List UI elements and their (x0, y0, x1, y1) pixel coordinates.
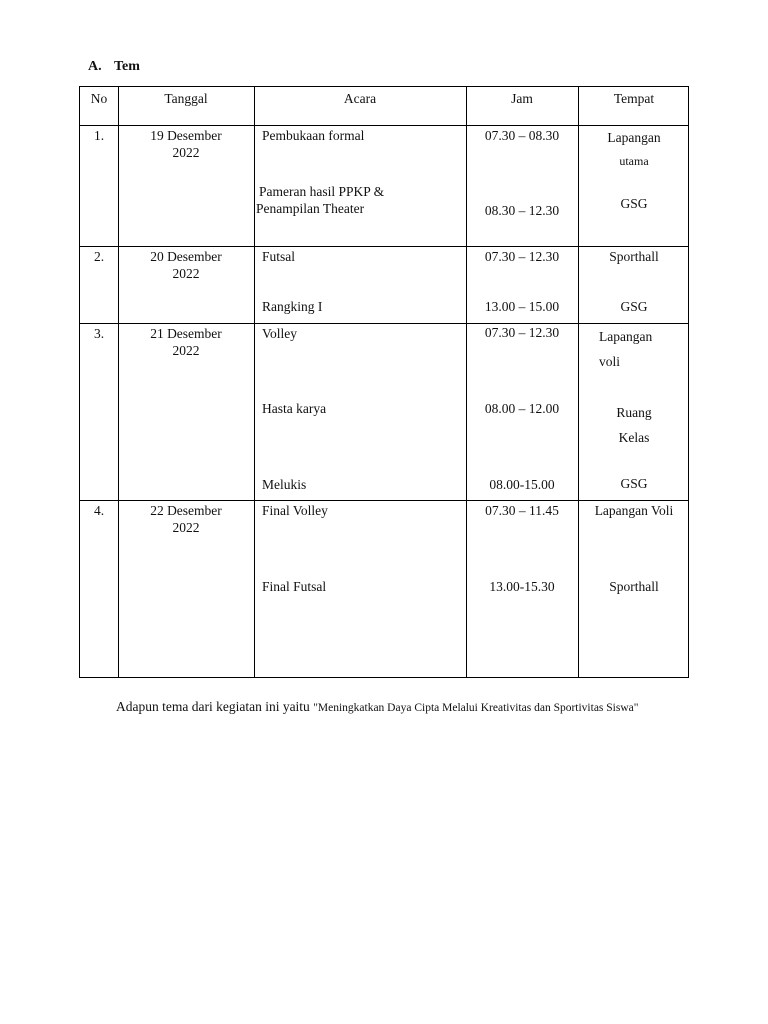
event-time: 07.30 – 08.30 (484, 128, 560, 143)
section-heading (88, 59, 140, 75)
event-time: 08.00-15.00 (489, 477, 555, 492)
event-time: 08.30 – 12.30 (484, 203, 560, 218)
event-place: Ruang Kelas (616, 405, 652, 445)
row-divider (80, 246, 688, 247)
row-number: 2. (93, 249, 105, 264)
header-tempat: Tempat (613, 91, 655, 106)
event-time: 07.30 – 12.30 (484, 249, 560, 264)
row-divider (80, 323, 688, 324)
row-date: 22 Desember 2022 (150, 503, 222, 535)
section-number: A. (88, 59, 102, 74)
row-date: 19 Desember 2022 (150, 128, 222, 160)
row-number: 3. (93, 326, 105, 341)
theme-paragraph (116, 694, 696, 721)
header-tanggal: Tanggal (164, 91, 208, 106)
paragraph-intro: Adapun tema dari kegiatan ini yaitu (116, 699, 314, 714)
event-place: GSG (620, 196, 648, 211)
event-name: Pameran hasil PPKP & Penampilan Theater (256, 184, 385, 216)
row-divider (80, 500, 688, 501)
header-acara: Acara (343, 91, 377, 106)
row-date: 20 Desember 2022 (150, 249, 222, 281)
event-name: Volley (262, 326, 298, 341)
event-name: Final Futsal (262, 579, 327, 594)
schedule-table (79, 86, 689, 678)
event-place: Lapangan Voli (594, 503, 674, 518)
event-name: Final Volley (262, 503, 328, 518)
event-time: 08.00 – 12.00 (484, 401, 560, 416)
column-divider (254, 87, 255, 677)
event-place: Sporthall (609, 579, 659, 594)
event-time: 13.00-15.30 (489, 579, 555, 594)
event-place: GSG (620, 299, 648, 314)
header-no: No (90, 91, 108, 106)
theme-quote: "Meningkatkan Daya Cipta Melalui Kreativitas dan Sportivitas Siswa" (313, 702, 639, 714)
event-place: Lapangan voli (599, 329, 653, 369)
row-number: 1. (93, 128, 105, 143)
event-time: 07.30 – 12.30 (484, 325, 560, 340)
header-jam: Jam (511, 91, 533, 106)
section-title: Tem (114, 59, 140, 74)
event-time: 13.00 – 15.00 (484, 299, 560, 314)
event-name: Hasta karya (262, 401, 327, 416)
event-place: Lapangan utama (607, 130, 661, 168)
row-number: 4. (93, 503, 105, 518)
column-divider (118, 87, 119, 677)
event-place: Sporthall (609, 249, 659, 264)
row-date: 21 Desember 2022 (150, 326, 222, 358)
event-time: 07.30 – 11.45 (485, 503, 559, 518)
event-place: GSG (620, 476, 648, 491)
event-name: Futsal (262, 249, 296, 264)
event-name: Melukis (262, 477, 307, 492)
event-name: Pembukaan formal (262, 128, 365, 143)
event-name: Rangking I (262, 299, 323, 314)
